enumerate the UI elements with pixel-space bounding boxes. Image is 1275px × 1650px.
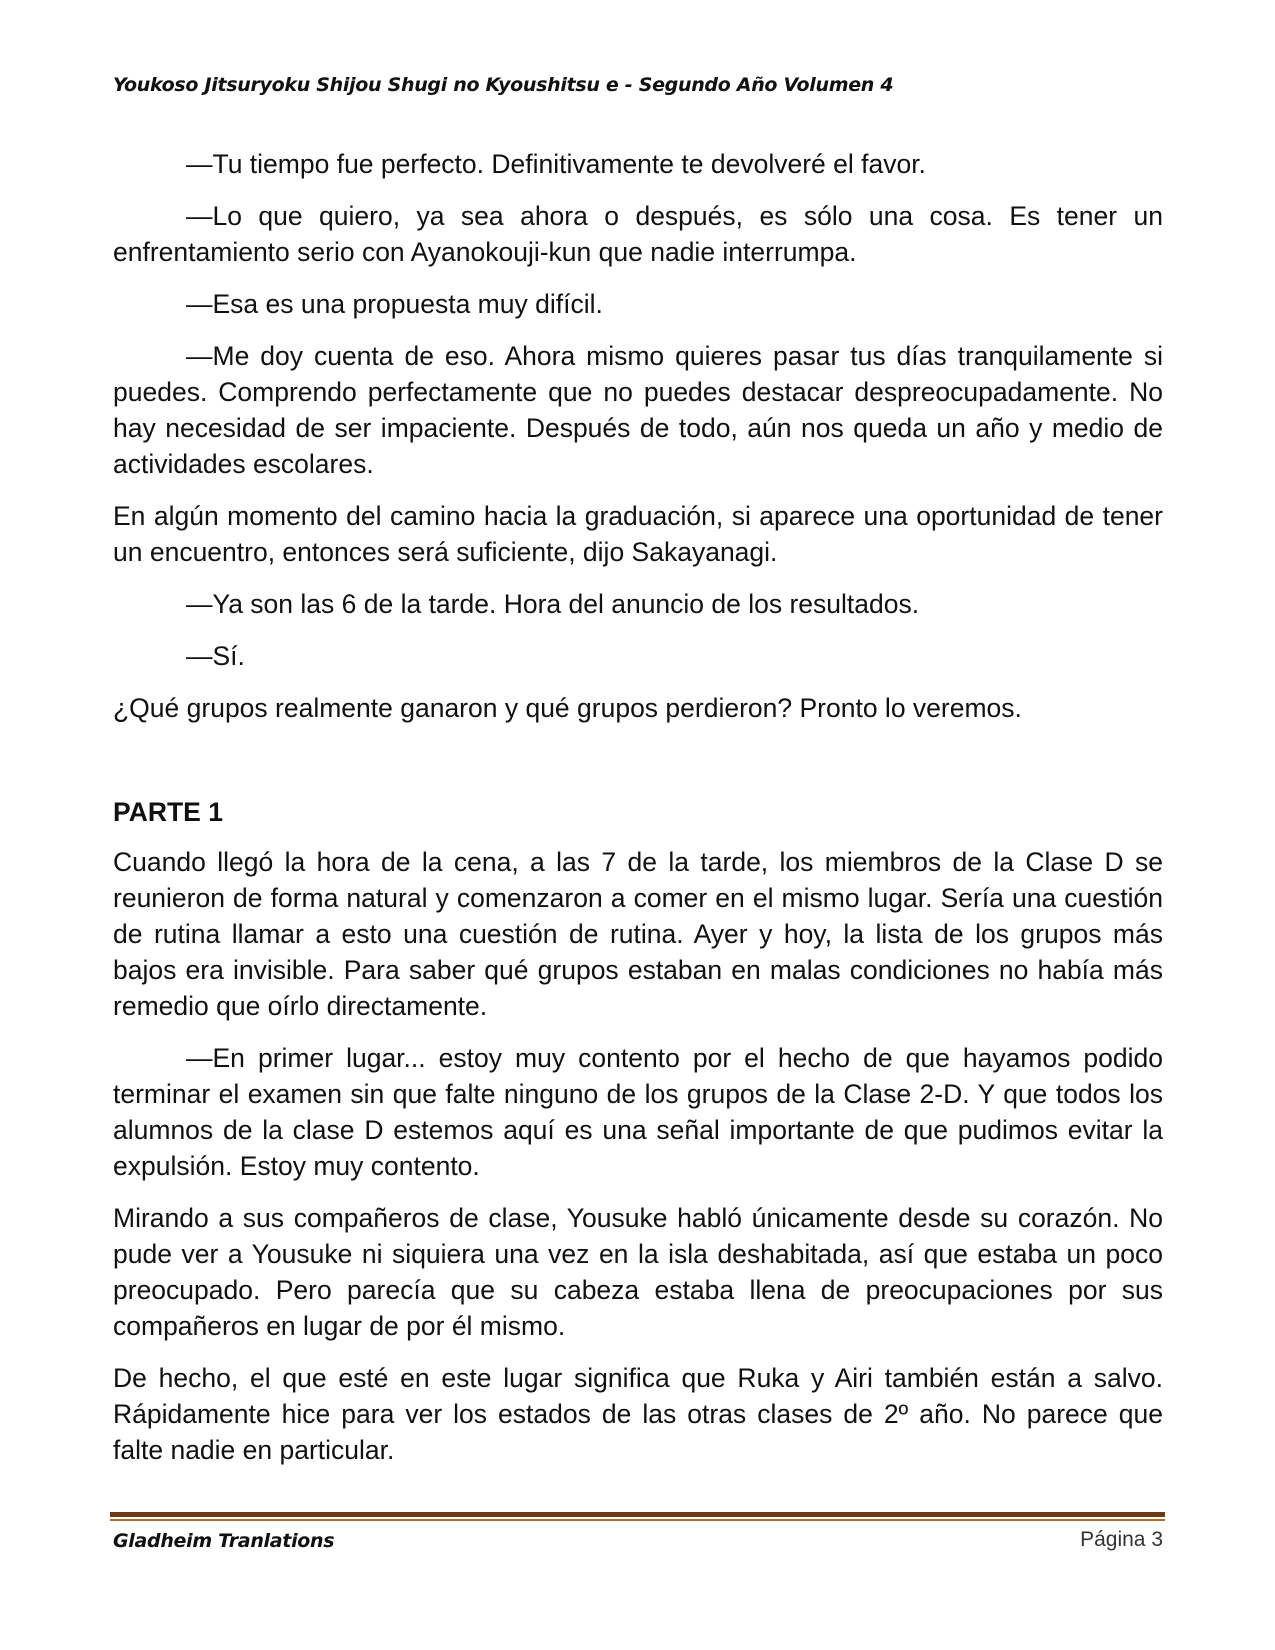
footer-divider [110,1512,1165,1522]
narration-paragraph: Mirando a sus compañeros de clase, Yousuke habló únicamente desde su corazón. No pude ver a Yousuke ni siquiera una vez en la isla deshabitada, así que estaba un poco preocupado. Pero parecía que su cabeza estaba llena de preocupaciones por sus compañeros en lugar de por él mismo. [113,1203,1163,1341]
dialogue-paragraph: —Me doy cuenta de eso. Ahora mismo quieres pasar tus días tranquilamente si puedes. Comprendo perfectamente que no puedes destacar despreocupadamente. No hay necesidad de ser impaciente. Después de todo, aún nos queda un año y medio de actividades escolares. [113,341,1163,479]
dialogue-paragraph: —Ya son las 6 de la tarde. Hora del anuncio de los resultados. [186,589,920,619]
dialogue-paragraph: —Sí. [186,641,245,671]
section-title: PARTE 1 [113,797,223,827]
page-body [113,146,1163,1484]
narration-paragraph: ¿Qué grupos realmente ganaron y qué grupos perdieron? Pronto lo veremos. [113,693,1022,723]
running-header: Youkoso Jitsuryoku Shijou Shugi no Kyoushitsu e - Segundo Año Volumen 4 [113,74,894,96]
narration-paragraph: De hecho, el que esté en este lugar significa que Ruka y Airi también están a salvo. Rápidamente hice para ver los estados de las otras clases de 2º año. No parece que falte nadie en particular. [113,1363,1163,1465]
page-number: 3 [1151,1528,1163,1551]
footer-divider-thick [110,1512,1165,1517]
page-number-label [1080,1528,1163,1552]
dialogue-paragraph: —Lo que quiero, ya sea ahora o después, es sólo una cosa. Es tener un enfrentamiento serio con Ayanokouji-kun que nadie interrumpa. [113,201,1163,267]
narration-paragraph: Cuando llegó la hora de la cena, a las 7 de la tarde, los miembros de la Clase D se reunieron de forma natural y comenzaron a comer en el mismo lugar. Sería una cuestión de rutina llamar a esto una cuestión de rutina. Ayer y hoy, la lista de los grupos más bajos era invisible. Para saber qué grupos estaban en malas condiciones no había más remedio que oírlo directamente. [113,847,1163,1021]
dialogue-paragraph: —En primer lugar... estoy muy contento por el hecho de que hayamos podido terminar el examen sin que falte ninguno de los grupos de la Clase 2-D. Y que todos los alumnos de la clase D estemos aquí es una señal importante de que pudimos evitar la expulsión. Estoy muy contento. [113,1043,1163,1181]
page-label: Página [1080,1528,1146,1551]
footer-translator: Gladheim Tranlations [113,1530,335,1552]
footer-divider-thin [110,1519,1165,1521]
dialogue-paragraph: —Esa es una propuesta muy difícil. [186,289,603,319]
section-spacer [113,742,1163,794]
dialogue-paragraph: —Tu tiempo fue perfecto. Definitivamente te devolveré el favor. [186,149,926,179]
narration-paragraph: En algún momento del camino hacia la graduación, si aparece una oportunidad de tener un encuentro, entonces será suficiente, dijo Sakayanagi. [113,501,1163,567]
